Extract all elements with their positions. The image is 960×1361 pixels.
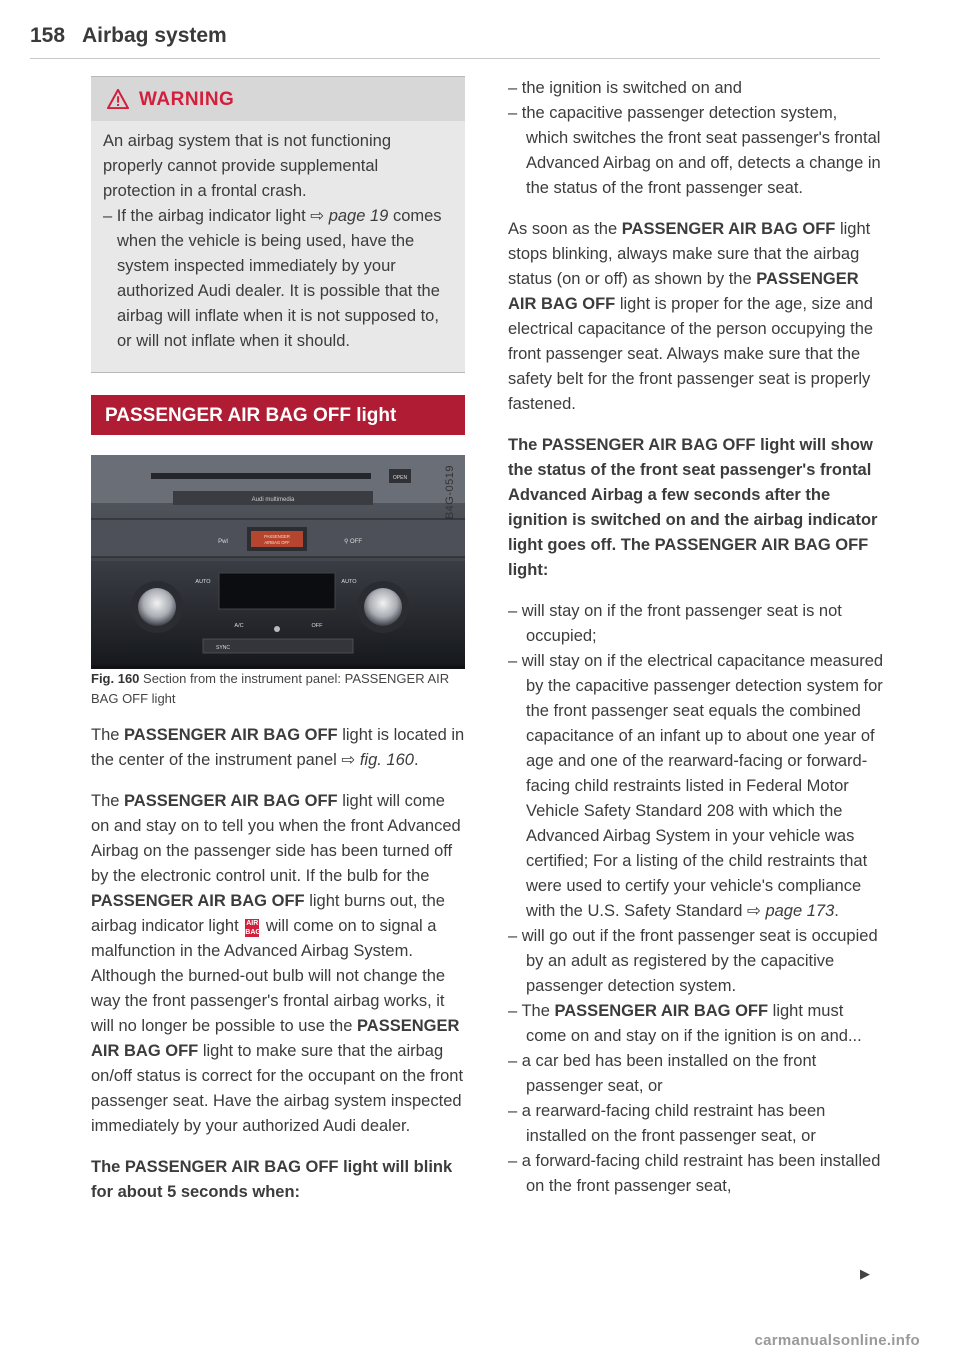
auto-left-label: AUTO: [195, 579, 211, 585]
auto-right-label: AUTO: [341, 579, 357, 585]
warning-triangle-icon: [107, 89, 129, 109]
sync-label: SYNC: [216, 645, 230, 651]
instrument-panel-photo: [91, 455, 465, 669]
list-item: – a forward-facing child restraint has been installed on the front passenger seat,: [508, 1152, 881, 1195]
warning-bullet: – If the airbag indicator light ⇨ page 19 comes when the vehicle is being used, have the system inspected immediately by your authorized Audi dealer. It is possible that the airbag will inflate when it is not supposed to, or will not inflate when it should.: [103, 207, 442, 350]
left-column: [91, 76, 465, 1205]
right-temp-knob: [364, 588, 402, 626]
next-page-arrow-icon[interactable]: ▶: [860, 1266, 870, 1281]
paragraph-status-check: As soon as the PASSENGER AIR BAG OFF light stops blinking, always make sure that the airbag status (on or off) as shown by the PASSENGER AIR BAG OFF light is proper for the age, size and electrical capacitance of the person occupying the front passenger seat. Always make sure that the safety belt for the front passenger seat is properly fastened.: [508, 220, 874, 413]
passenger-indicator-line1: PASSENGER: [264, 534, 290, 539]
svg-text:⚲ OFF: ⚲ OFF: [343, 539, 363, 545]
list-item: – will go out if the front passenger seat is occupied by an adult as registered by the capacitive passenger detection system.: [508, 927, 878, 995]
list-item: – the capacitive passenger detection system, which switches the front seat passenger's frontal Advanced Airbag on and off, detects a change in the status of the front passenger seat.: [508, 104, 881, 197]
figure-caption: Fig. 160 Section from the instrument panel: PASSENGER AIR BAG OFF light: [91, 671, 450, 706]
figure-code: B4G-0519: [444, 465, 456, 520]
fig-ref-link[interactable]: ⇨ fig. 160: [341, 751, 414, 769]
page-number: 158: [30, 24, 66, 47]
list-item: – the ignition is switched on and: [508, 79, 742, 97]
airbag-indicator-icon: AIR BAG: [245, 920, 261, 936]
page-ref-link[interactable]: ⇨ page 173: [747, 902, 835, 920]
ac-label: A/C: [234, 623, 244, 629]
watermark: carmanualsonline.info: [754, 1332, 920, 1349]
figure-instrument-panel: [91, 455, 465, 669]
warning-body: [91, 121, 465, 354]
list-item: – a car bed has been installed on the front passenger seat, or: [508, 1052, 817, 1095]
list-item: – a rearward-facing child restraint has been installed on the front passenger seat, or: [508, 1102, 826, 1145]
right-column: [508, 76, 884, 1199]
left-temp-knob: [138, 588, 176, 626]
paragraph-status-heading: The PASSENGER AIR BAG OFF light will show the status of the front seat passenger's frontal Advanced Airbag a few seconds after the ignition is switched on and the airbag indicator light goes off. The PASSENGER AIR BAG OFF light:: [508, 436, 878, 579]
warning-intro: An airbag system that is not functioning properly cannot provide supplemental protection in a frontal crash.: [103, 132, 391, 200]
list-item: – will stay on if the electrical capacitance measured by the capacitive passenger detection system for the front passenger seat equals the combined capacitance of an infant up to about one year of age and one of the rearward-facing or forward-facing child restraints listed in Federal Motor Vehicle Safety Standard 208 with which the Advanced Airbag System in your vehicle was certified; For a listing of the child restraints that were used to certify your vehicle's compliance with the U.S. Safety Standard ⇨ page 173.: [508, 652, 884, 920]
page-ref-link[interactable]: ⇨ page 19: [310, 207, 389, 225]
warning-header: [91, 77, 465, 121]
list-item: – will stay on if the front passenger seat is not occupied;: [508, 602, 842, 645]
paragraph-location: The PASSENGER AIR BAG OFF light is located in the center of the instrument panel ⇨ fig. 160.: [91, 726, 465, 769]
mmi-label: Audi multimedia: [251, 497, 295, 503]
section-heading: PASSENGER AIR BAG OFF light: [91, 395, 465, 435]
off-label: OFF: [311, 623, 323, 629]
pwl-label: Pwl: [218, 539, 228, 545]
open-label: OPEN: [392, 475, 408, 481]
list-item: – The PASSENGER AIR BAG OFF light must come on and stay on if the ignition is on and...: [508, 1002, 862, 1045]
warning-title: WARNING: [139, 88, 235, 110]
paragraph-blink-heading: The PASSENGER AIR BAG OFF light will blink for about 5 seconds when:: [91, 1158, 453, 1201]
section-title: Airbag system: [82, 24, 227, 47]
passenger-indicator-line2: AIRBAG OFF: [264, 540, 290, 545]
warning-box: [91, 76, 465, 373]
page-header: [30, 22, 880, 59]
paragraph-function: The PASSENGER AIR BAG OFF light will come on and stay on to tell you when the front Advanced Airbag on the passenger side has been turned off by the electronic control unit. If the bulb for the PASSENGER AIR BAG OFF light burns out, the airbag indicator light AIR BAG will come on to signal a malfunction in the Advanced Airbag System. Although the burned-out bulb will not change the way the front passenger's frontal airbag works, it will no longer be possible to use the PASSENGER AIR BAG OFF light to make sure that the airbag on/off status is correct for the occupant on the front passenger seat. Have the airbag system inspected immediately by your authorized Audi dealer.: [91, 792, 464, 1135]
